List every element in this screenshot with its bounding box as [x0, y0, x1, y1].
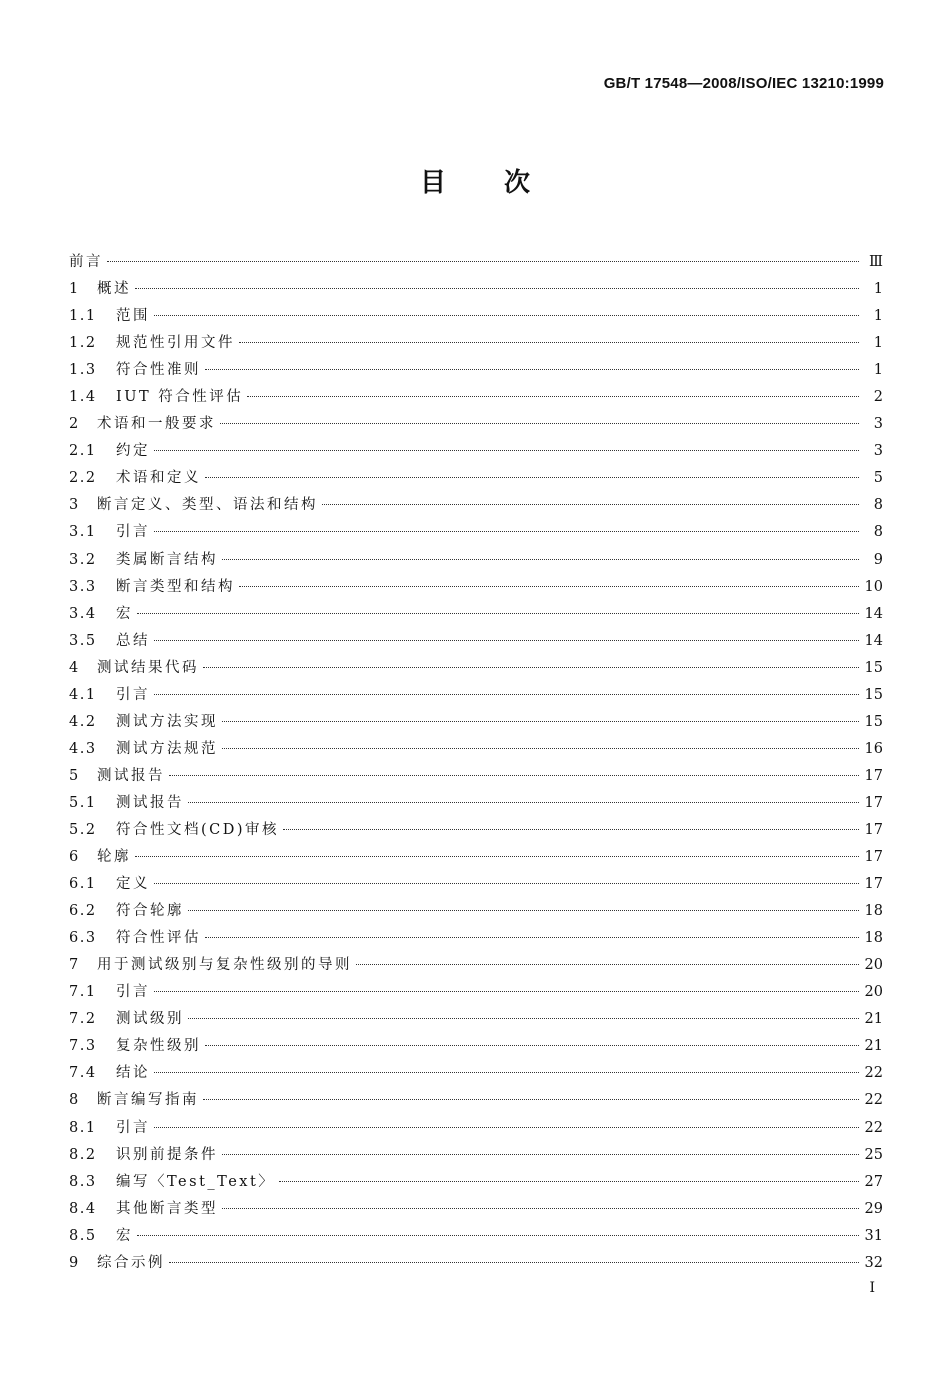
toc-entry[interactable]	[69, 1087, 883, 1114]
toc-entry-page: 17	[864, 821, 883, 838]
toc-entry-title: 规范性引用文件	[116, 335, 235, 352]
toc-entry-number: 2	[69, 416, 80, 433]
toc-entry-number: 7.4	[69, 1065, 97, 1082]
page-number: I	[869, 1280, 875, 1296]
toc-leader-dots	[137, 1235, 859, 1236]
toc-leader-dots	[322, 504, 859, 505]
toc-leader-dots	[135, 856, 859, 857]
toc-leader-dots	[154, 1127, 859, 1128]
toc-entry-title: 引言	[116, 1119, 150, 1136]
toc-entry-number: 1.4	[69, 389, 97, 406]
toc-entry-number: 6.2	[69, 903, 97, 920]
toc-entry-number: 6.3	[69, 930, 97, 947]
toc-entry[interactable]	[69, 1006, 883, 1033]
toc-entry-number: 1.3	[69, 362, 97, 379]
toc-entry-title: 范围	[116, 308, 150, 325]
toc-entry-page: 20	[864, 984, 883, 1001]
toc-leader-dots	[188, 1018, 859, 1019]
toc-entry[interactable]	[69, 1115, 883, 1142]
toc-leader-dots	[154, 450, 859, 451]
toc-entry-page: 15	[864, 659, 883, 676]
toc-entry[interactable]	[69, 330, 883, 357]
toc-leader-dots	[205, 1045, 859, 1046]
toc-leader-dots	[239, 586, 859, 587]
toc-entry-number: 8	[69, 1092, 80, 1109]
toc-entry-number: 4.3	[69, 740, 97, 757]
toc-entry[interactable]	[69, 601, 883, 628]
toc-entry-page: 27	[864, 1173, 883, 1190]
toc-entry-number: 5.2	[69, 821, 97, 838]
toc-entry[interactable]	[69, 898, 883, 925]
toc-entry-page: 18	[864, 930, 883, 947]
toc-entry-page: 2	[873, 389, 883, 406]
toc-entry-number: 7.3	[69, 1038, 97, 1055]
toc-leader-dots	[239, 342, 859, 343]
toc-entry-title: 用于测试级别与复杂性级别的导则	[97, 957, 352, 974]
toc-entry-number: 5.1	[69, 794, 97, 811]
toc-entry-page: 3	[873, 443, 883, 460]
toc-entry[interactable]	[69, 628, 883, 655]
toc-entry-title: 断言类型和结构	[116, 578, 235, 595]
toc-entry[interactable]	[69, 1060, 883, 1087]
toc-leader-dots	[205, 937, 859, 938]
table-of-contents	[69, 249, 883, 1277]
toc-entry[interactable]	[69, 1223, 883, 1250]
toc-leader-dots	[169, 775, 859, 776]
toc-entry-title: IUT 符合性评估	[116, 389, 244, 406]
toc-leader-dots	[205, 369, 859, 370]
toc-entry-title: 测试报告	[116, 794, 184, 811]
toc-entry[interactable]	[69, 519, 883, 546]
toc-entry[interactable]	[69, 574, 883, 601]
toc-entry-title: 测试级别	[116, 1011, 184, 1028]
toc-entry-title: 符合轮廓	[116, 903, 184, 920]
toc-entry[interactable]	[69, 655, 883, 682]
toc-entry-page: 21	[864, 1038, 883, 1055]
toc-leader-dots	[154, 991, 859, 992]
toc-leader-dots	[205, 477, 859, 478]
toc-leader-dots	[135, 288, 859, 289]
toc-entry-number: 3.5	[69, 632, 97, 649]
toc-entry-number: 7.1	[69, 984, 97, 1001]
toc-entry-number: 8.2	[69, 1146, 97, 1163]
toc-entry-title: 宏	[116, 605, 133, 622]
toc-entry[interactable]	[69, 925, 883, 952]
toc-entry-number: 8.4	[69, 1200, 97, 1217]
toc-entry[interactable]	[69, 682, 883, 709]
toc-entry-number: 5	[69, 767, 80, 784]
toc-entry-page: 14	[864, 605, 883, 622]
toc-leader-dots	[154, 640, 859, 641]
toc-entry[interactable]	[69, 1142, 883, 1169]
toc-entry-page: 1	[873, 335, 883, 352]
toc-entry-number: 1.1	[69, 308, 97, 325]
toc-entry-page: 5	[873, 470, 883, 487]
toc-entry-page: 15	[864, 713, 883, 730]
toc-leader-dots	[154, 1072, 859, 1073]
toc-leader-dots	[203, 667, 859, 668]
toc-entry-title: 符合性准则	[116, 362, 201, 379]
toc-entry-title: 测试方法规范	[116, 740, 218, 757]
toc-entry-title: 识别前提条件	[116, 1146, 218, 1163]
toc-entry-title: 术语和定义	[116, 470, 201, 487]
toc-leader-dots	[154, 315, 859, 316]
toc-leader-dots	[203, 1099, 859, 1100]
toc-entry[interactable]	[69, 736, 883, 763]
toc-leader-dots	[222, 721, 859, 722]
toc-entry-page: 8	[873, 524, 883, 541]
toc-entry[interactable]	[69, 817, 883, 844]
toc-entry-page: 17	[864, 876, 883, 893]
toc-entry-title: 概述	[97, 281, 131, 298]
toc-entry-title: 符合性评估	[116, 930, 201, 947]
toc-entry-title: 引言	[116, 984, 150, 1001]
toc-entry-number: 3.4	[69, 605, 97, 622]
toc-entry-title: 断言编写指南	[97, 1092, 199, 1109]
toc-entry[interactable]	[69, 1169, 883, 1196]
toc-entry-number: 7	[69, 957, 80, 974]
toc-entry[interactable]	[69, 1196, 883, 1223]
toc-entry-number: 4.1	[69, 686, 97, 703]
toc-entry-title: 符合性文档(CD)审核	[116, 821, 280, 838]
toc-entry-page: 3	[873, 416, 883, 433]
toc-entry-page: Ⅲ	[869, 254, 883, 270]
toc-leader-dots	[222, 1208, 859, 1209]
toc-entry-title: 引言	[116, 524, 150, 541]
toc-entry[interactable]	[69, 547, 883, 574]
toc-entry-title: 前言	[69, 254, 103, 270]
toc-entry[interactable]	[69, 303, 883, 330]
toc-entry-page: 16	[864, 740, 883, 757]
toc-entry-page: 14	[864, 632, 883, 649]
toc-entry-title: 术语和一般要求	[97, 416, 216, 433]
toc-entry-page: 22	[864, 1119, 883, 1136]
toc-entry[interactable]	[69, 1250, 883, 1277]
toc-entry-page: 18	[864, 903, 883, 920]
toc-entry-title: 复杂性级别	[116, 1038, 201, 1055]
toc-entry-number: 9	[69, 1254, 80, 1271]
toc-leader-dots	[137, 613, 859, 614]
toc-entry-page: 20	[864, 957, 883, 974]
toc-entry-number: 1	[69, 281, 80, 298]
toc-entry-number: 8.5	[69, 1227, 97, 1244]
toc-entry-title: 约定	[116, 443, 150, 460]
toc-entry-number: 8.1	[69, 1119, 97, 1136]
toc-entry[interactable]	[69, 438, 883, 465]
toc-entry-title: 结论	[116, 1065, 150, 1082]
toc-entry-number: 6	[69, 849, 80, 866]
toc-entry[interactable]	[69, 871, 883, 898]
toc-entry-page: 1	[873, 362, 883, 379]
toc-leader-dots	[222, 559, 859, 560]
toc-entry[interactable]	[69, 249, 883, 276]
toc-entry-page: 21	[864, 1011, 883, 1028]
toc-leader-dots	[356, 964, 859, 965]
toc-entry-page: 8	[873, 497, 883, 514]
toc-entry[interactable]	[69, 790, 883, 817]
toc-entry[interactable]	[69, 763, 883, 790]
toc-entry-title: 宏	[116, 1227, 133, 1244]
toc-entry-number: 7.2	[69, 1011, 97, 1028]
toc-entry[interactable]	[69, 979, 883, 1006]
toc-entry-title: 类属断言结构	[116, 551, 218, 568]
toc-entry[interactable]	[69, 357, 883, 384]
toc-leader-dots	[188, 802, 859, 803]
toc-entry[interactable]	[69, 384, 883, 411]
toc-entry-page: 9	[873, 551, 883, 568]
toc-entry-number: 2.2	[69, 470, 97, 487]
toc-leader-dots	[220, 423, 859, 424]
toc-entry-page: 22	[864, 1065, 883, 1082]
toc-entry[interactable]	[69, 952, 883, 979]
toc-entry-title: 定义	[116, 876, 150, 893]
toc-entry-title: 断言定义、类型、语法和结构	[97, 497, 318, 514]
toc-entry-title: 引言	[116, 686, 150, 703]
toc-entry-page: 29	[864, 1200, 883, 1217]
toc-entry-number: 6.1	[69, 876, 97, 893]
toc-entry-page: 22	[864, 1092, 883, 1109]
toc-entry-title: 编写〈Test_Text〉	[116, 1173, 276, 1190]
toc-entry-number: 3	[69, 497, 80, 514]
toc-leader-dots	[279, 1181, 858, 1182]
standard-code: GB/T 17548—2008/ISO/IEC 13210:1999	[603, 75, 884, 92]
toc-leader-dots	[222, 748, 859, 749]
toc-entry-title: 测试报告	[97, 767, 165, 784]
toc-leader-dots	[222, 1154, 859, 1155]
toc-entry-number: 3.2	[69, 551, 97, 568]
toc-entry[interactable]	[69, 709, 883, 736]
toc-entry[interactable]	[69, 411, 883, 438]
toc-entry-title: 测试方法实现	[116, 713, 218, 730]
toc-entry-page: 1	[873, 281, 883, 298]
toc-entry-title: 综合示例	[97, 1254, 165, 1271]
toc-leader-dots	[154, 694, 859, 695]
toc-leader-dots	[107, 261, 859, 262]
toc-leader-dots	[169, 1262, 859, 1263]
toc-entry-title: 其他断言类型	[116, 1200, 218, 1217]
toc-entry[interactable]	[69, 276, 883, 303]
toc-leader-dots	[188, 910, 859, 911]
toc-entry-title: 测试结果代码	[97, 659, 199, 676]
toc-entry-page: 1	[873, 308, 883, 325]
toc-entry[interactable]	[69, 844, 883, 871]
page-title: 目次	[419, 168, 588, 198]
toc-entry-page: 15	[864, 686, 883, 703]
toc-entry-number: 3.3	[69, 578, 97, 595]
toc-entry-page: 31	[864, 1227, 883, 1244]
toc-entry-page: 32	[864, 1254, 883, 1271]
toc-leader-dots	[247, 396, 859, 397]
toc-leader-dots	[154, 531, 859, 532]
toc-entry-number: 2.1	[69, 443, 97, 460]
toc-entry-number: 4.2	[69, 713, 97, 730]
toc-entry[interactable]	[69, 1033, 883, 1060]
toc-entry-number: 3.1	[69, 524, 97, 541]
toc-entry[interactable]	[69, 465, 883, 492]
toc-entry-title: 轮廓	[97, 849, 131, 866]
toc-entry-title: 总结	[116, 632, 150, 649]
toc-leader-dots	[154, 883, 859, 884]
toc-entry-number: 8.3	[69, 1173, 97, 1190]
toc-entry-page: 17	[864, 794, 883, 811]
toc-entry[interactable]	[69, 492, 883, 519]
toc-entry-number: 4	[69, 659, 80, 676]
toc-entry-page: 25	[864, 1146, 883, 1163]
toc-leader-dots	[283, 829, 859, 830]
toc-entry-page: 17	[864, 849, 883, 866]
toc-entry-page: 17	[864, 767, 883, 784]
toc-entry-page: 10	[864, 578, 883, 595]
toc-entry-number: 1.2	[69, 335, 97, 352]
